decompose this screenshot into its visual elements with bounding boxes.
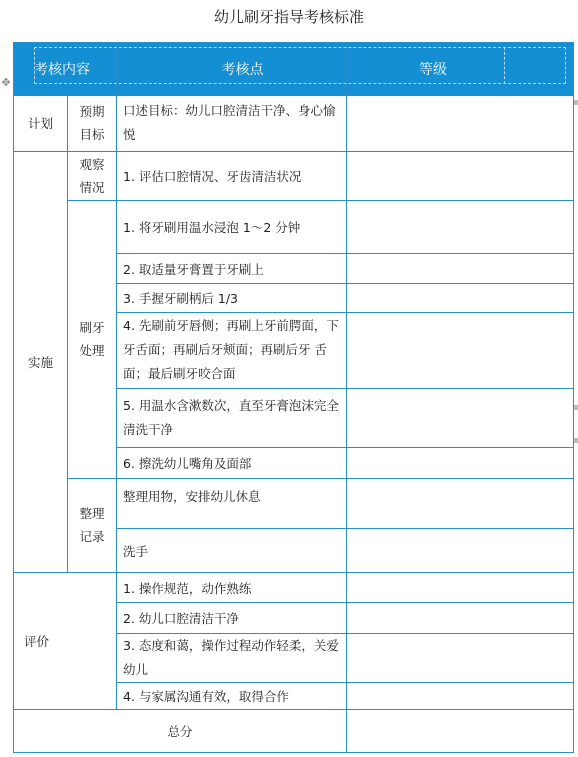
table-row (14, 572, 574, 602)
header-grade: 等级 (347, 43, 574, 96)
move-handle-icon[interactable]: ✥ (1, 76, 11, 89)
total-label: 总分 (14, 710, 347, 753)
section-evaluate: 评价 (14, 572, 117, 710)
grade-cell[interactable] (347, 152, 574, 201)
grade-cell[interactable] (347, 254, 574, 283)
cell-brush-2: 2. 取适量牙膏置于牙刷上 (117, 254, 347, 283)
cell-eval-1: 1. 操作规范，动作熟练 (117, 572, 347, 602)
grade-cell[interactable] (347, 283, 574, 312)
grade-cell[interactable] (347, 572, 574, 602)
cell-brush-5: 5. 用温水含漱数次，直至牙膏泡沫完全清洗干净 (117, 388, 347, 447)
cell-brush-6: 6. 擦洗幼儿嘴角及面部 (117, 447, 347, 478)
total-row (14, 710, 574, 753)
grade-cell[interactable] (347, 95, 574, 152)
table-row (14, 200, 574, 254)
cell-eval-4: 4. 与家属沟通有效，取得合作 (117, 683, 347, 710)
grade-cell[interactable] (347, 683, 574, 710)
table-row (14, 152, 574, 201)
cell-brush-3: 3. 手握牙刷柄后 1/3 (117, 283, 347, 312)
grade-cell[interactable] (347, 313, 574, 389)
cell-brush-1: 1. 将牙刷用温水浸泡 1～2 分钟 (117, 200, 347, 254)
sub-goal: 预期目标 (68, 95, 117, 152)
sub-record: 整理记录 (68, 478, 117, 572)
header-row (14, 43, 574, 96)
page-title: 幼儿刷牙指导考核标准 (213, 8, 364, 26)
grade-cell[interactable] (347, 633, 574, 683)
cell-observe: 1. 评估口腔情况、牙齿清洁状况 (117, 152, 347, 201)
grade-cell[interactable] (347, 200, 574, 254)
table-row (14, 478, 574, 529)
grade-cell[interactable] (347, 478, 574, 529)
page-edge-marker (574, 438, 578, 443)
grade-cell[interactable] (347, 388, 574, 447)
grade-cell[interactable] (347, 529, 574, 572)
sub-observe: 观察情况 (68, 152, 117, 201)
sub-brush: 刷牙处理 (68, 200, 117, 478)
page-edge-marker (574, 405, 578, 410)
header-content: 考核内容 (14, 43, 117, 96)
total-grade-cell[interactable] (347, 710, 574, 753)
cell-record-2: 洗手 (117, 529, 347, 572)
table-row (14, 95, 574, 152)
cell-eval-2: 2. 幼儿口腔清洁干净 (117, 603, 347, 633)
assessment-table (13, 42, 574, 753)
section-plan: 计划 (14, 95, 68, 152)
cell-goal: 口述目标：幼儿口腔清洁干净、身心愉悦 (117, 95, 347, 152)
section-implement: 实施 (14, 152, 68, 573)
page-edge-marker (574, 100, 578, 105)
grade-cell[interactable] (347, 447, 574, 478)
cell-eval-3: 3. 态度和蔼，操作过程动作轻柔，关爱幼儿 (117, 633, 347, 683)
header-points: 考核点 (117, 43, 347, 96)
cell-record-1: 整理用物，安排幼儿休息 (117, 478, 347, 529)
grade-cell[interactable] (347, 603, 574, 633)
cell-brush-4: 4. 先刷前牙唇侧；再刷上牙前腭面，下牙舌面；再刷后牙颊面；再刷后牙 舌面；最后刷牙咬合面 (117, 313, 347, 389)
